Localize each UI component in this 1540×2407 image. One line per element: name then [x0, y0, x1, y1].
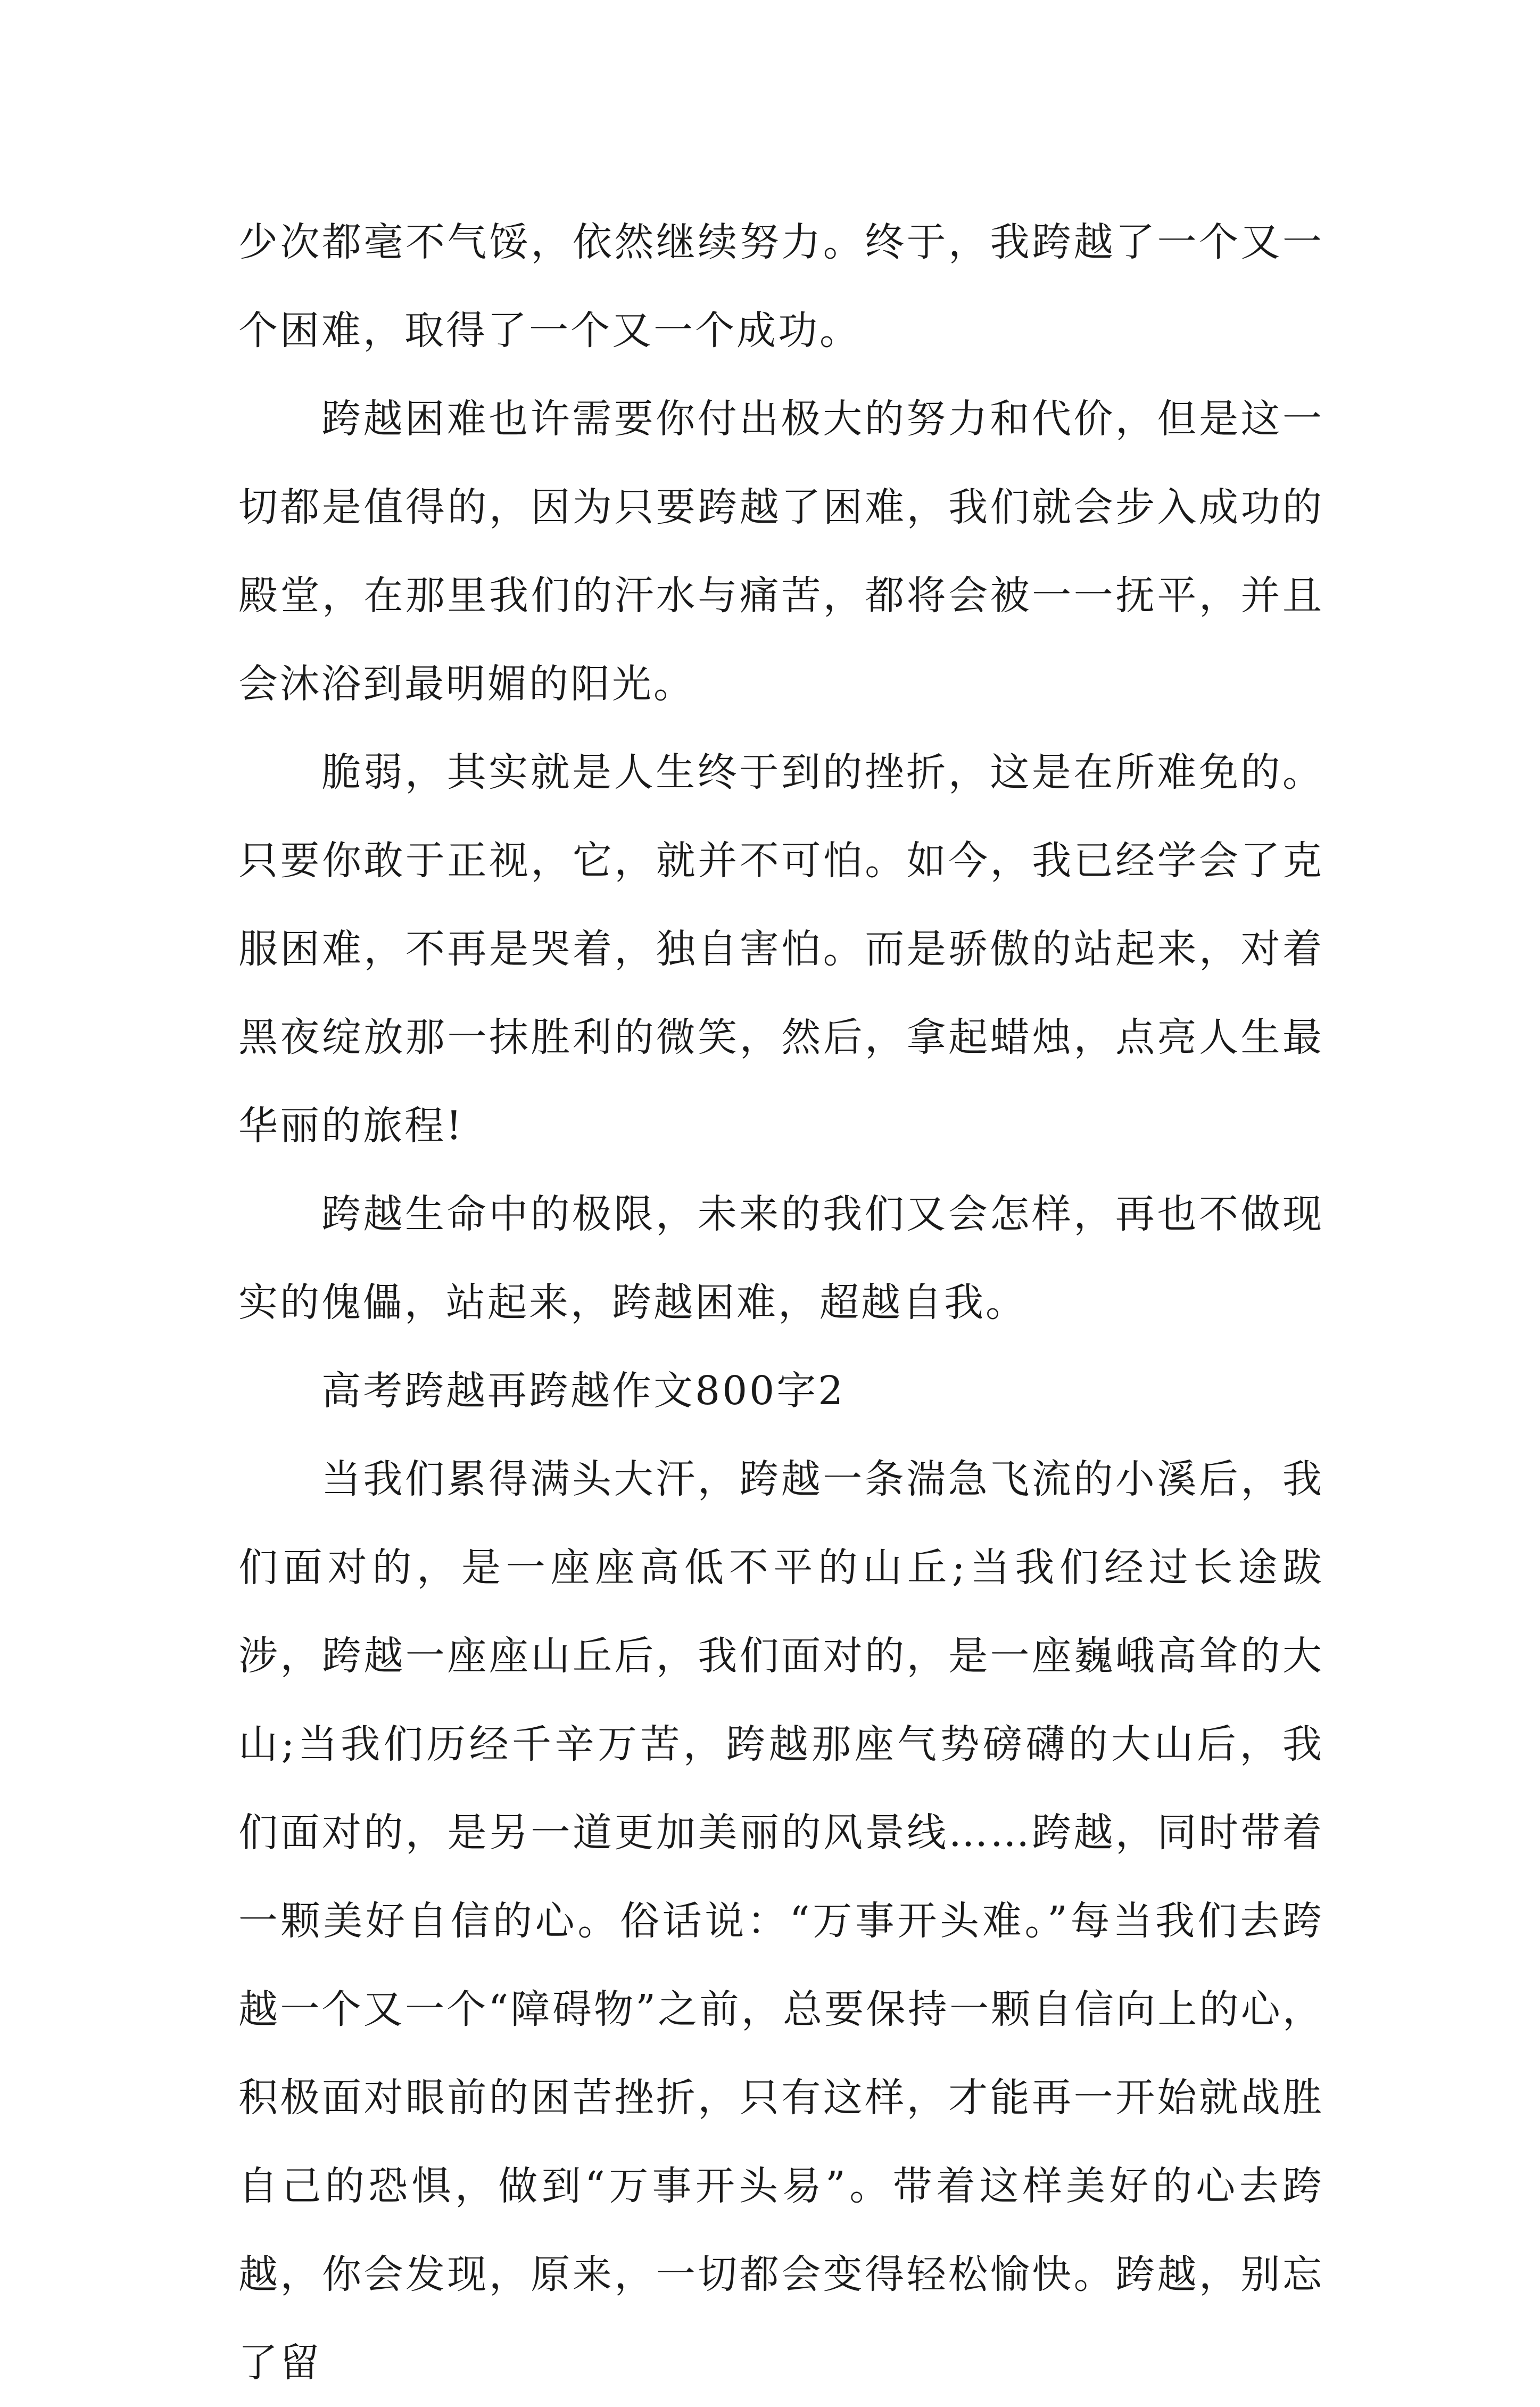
- paragraph-4: 跨越生命中的极限，未来的我们又会怎样，再也不做现实的傀儡，站起来，跨越困难，超越自我。: [238, 1191, 1324, 1325]
- paragraph-3: 脆弱，其实就是人生终于到的挫折，这是在所难免的。只要你敢于正视，它，就并不可怕。如今，我已经学会了克服困难，不再是哭着，独自害怕。而是骄傲的站起来，对着黑夜绽放那一抹胜利的微笑，然后，拿起蜡烛，点亮人生最华丽的旅程!: [238, 749, 1324, 1149]
- paragraph-1: 少次都毫不气馁，依然继续努力。终于，我跨越了一个又一个困难，取得了一个又一个成功。: [238, 219, 1324, 353]
- paragraph-5: 当我们累得满头大汗，跨越一条湍急飞流的小溪后，我们面对的，是一座座高低不平的山丘;当我们经过长途跋涉，跨越一座座山丘后，我们面对的，是一座巍峨高耸的大山;当我们历经千辛万苦，跨越那座气势磅礴的大山后，我们面对的，是另一道更加美丽的风景线……跨越，同时带着一颗美好自信的心。俗话说：“万事开头难。”每当我们去跨越一个又一个“障碍物”之前，总要保持一颗自信向上的心，积极面对眼前的困苦挫折，只有这样，才能再一开始就战胜自己的恐惧，做到“万事开头易”。带着这样美好的心去跨越，你会发现，原来，一切都会变得轻松愉快。跨越，别忘了留: [238, 1456, 1324, 2386]
- document-body: [238, 198, 1324, 2407]
- paragraph-2: 跨越困难也许需要你付出极大的努力和代价，但是这一切都是值得的，因为只要跨越了困难，我们就会步入成功的殿堂，在那里我们的汗水与痛苦，都将会被一一抚平，并且会沐浴到最明媚的阳光。: [238, 396, 1324, 707]
- section-title: 高考跨越再跨越作文800字2: [321, 1368, 846, 1414]
